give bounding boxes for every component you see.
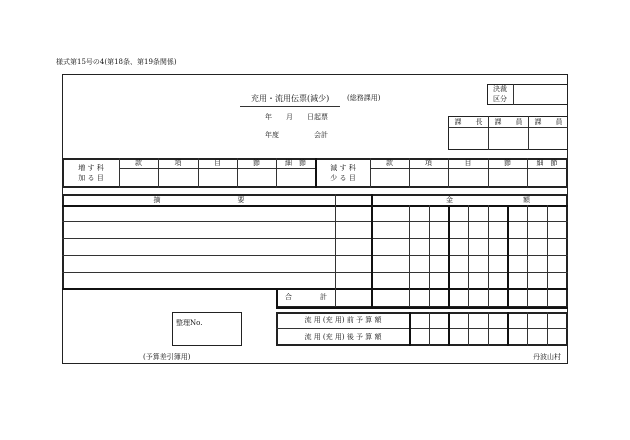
inc-col-setsu: 節	[253, 159, 260, 167]
dec-col-setsu: 節	[504, 159, 511, 167]
date-line: 年 月 日起票	[265, 113, 328, 121]
dec-col-moku: 目	[464, 159, 472, 167]
before-budget-label: 流 用 (充 用) 前 予 算 額	[304, 316, 382, 324]
fiscal-year-line: 年度 会計	[265, 131, 328, 139]
amount-header: 金 額	[446, 196, 530, 204]
control-number-box	[172, 312, 242, 346]
after-budget-label: 流 用 (充 用) 後 予 算 額	[304, 333, 382, 341]
approval-label-2: 区分	[493, 95, 507, 103]
decrease-label-1: 減 す 科	[330, 164, 356, 172]
dec-col-kan: 款	[386, 159, 393, 167]
dec-col-kou: 項	[425, 159, 432, 167]
stamp-header-chief: 課 長	[454, 118, 483, 126]
control-number-label: 整理No.	[176, 319, 203, 327]
summary-header: 摘 要	[153, 196, 245, 204]
stamp-header-staff-2: 課 員	[534, 118, 563, 126]
approval-label-1: 決裁	[493, 85, 507, 93]
stamp-header-staff-1: 課 員	[494, 118, 523, 126]
form-subtitle: (総務課用)	[347, 94, 381, 102]
footer-village-name: 丹波山村	[533, 353, 561, 361]
total-label: 合 計	[285, 293, 327, 301]
footer-left-note: (予算差引簿用)	[143, 353, 191, 361]
inc-col-saisetsu: 細 節	[285, 159, 306, 167]
increase-label-2: 加 る 目	[78, 174, 104, 182]
title-underline	[240, 106, 340, 107]
form-number-note: 様式第15号の4(第18条、第19条関係)	[56, 58, 177, 66]
increase-label-1: 増 す 科	[78, 164, 104, 172]
form-title: 充用・流用伝票(減少)	[251, 94, 330, 103]
inc-col-moku: 目	[214, 159, 221, 167]
dec-col-saisetsu: 細 節	[536, 159, 558, 167]
decrease-label-2: 少 る 目	[330, 174, 356, 182]
inc-col-kan: 款	[135, 159, 142, 167]
inc-col-kou: 項	[174, 159, 182, 167]
